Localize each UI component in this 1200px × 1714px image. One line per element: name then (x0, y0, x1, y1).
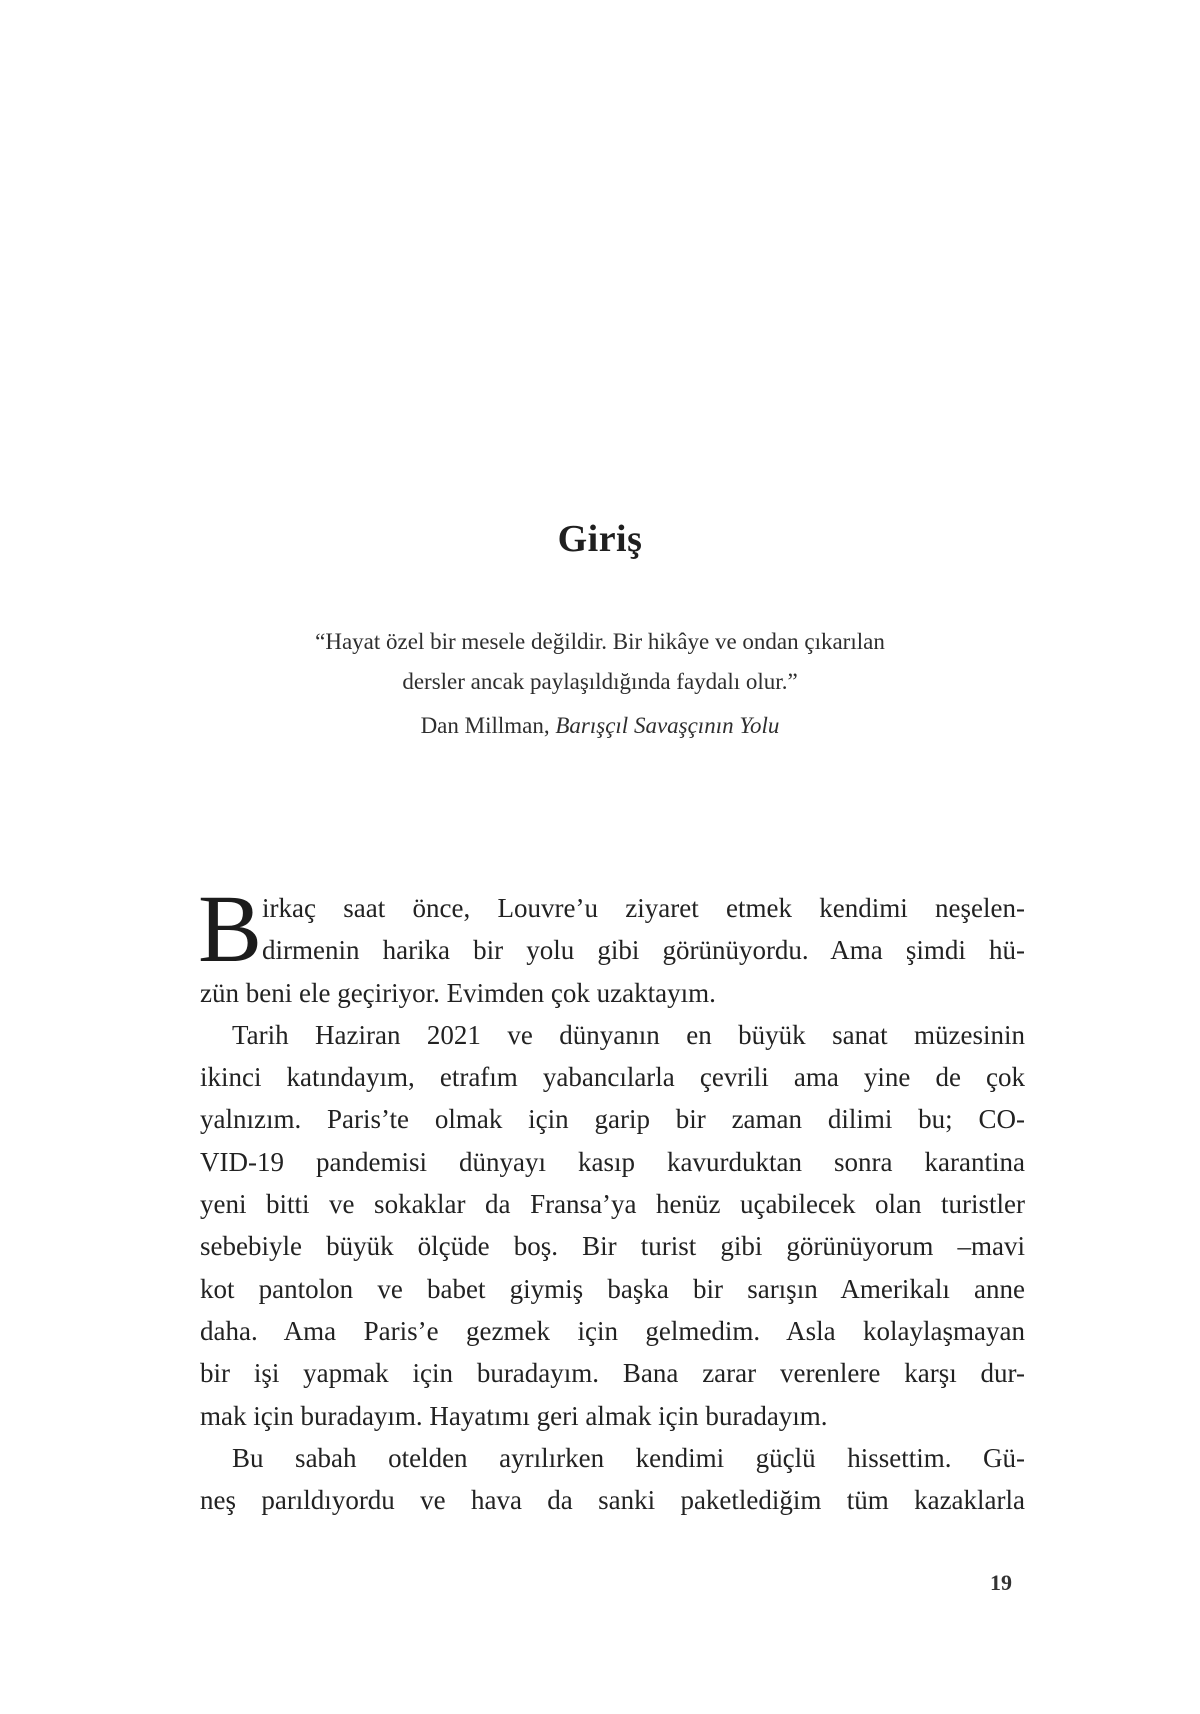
text-line: neş parıldıyordu ve hava da sanki paketlediğim tüm kazaklarla (200, 1485, 1025, 1516)
body-text (198, 875, 1025, 1521)
epigraph-line: “Hayat özel bir mesele değildir. Bir hikâye ve ondan çıkarılan (315, 629, 885, 654)
text-line: zün beni ele geçiriyor. Evimden çok uzaktayım. (200, 977, 716, 1008)
text-line: Bu sabah otelden ayrılırken kendimi güçlü hissettim. Gü- (232, 1442, 1025, 1473)
text-line: VID-19 pandemisi dünyayı kasıp kavurduktan sonra karantina (200, 1146, 1025, 1177)
text-line: yeni bitti ve sokaklar da Fransa’ya henüz uçabilecek olan turistler (200, 1189, 1025, 1220)
text-line: sebebiyle büyük ölçüde boş. Bir turist gibi görünüyorum –mavi (200, 1231, 1025, 1262)
epigraph-attribution (200, 706, 1000, 746)
text-line: dirmenin harika bir yolu gibi görünüyordu. Ama şimdi hü- (262, 935, 1025, 966)
text-line: yalnızım. Paris’te olmak için garip bir zaman dilimi bu; CO- (200, 1104, 1025, 1135)
text-line: irkaç saat önce, Louvre’u ziyaret etmek kendimi neşelen- (262, 893, 1025, 923)
epigraph (200, 622, 1000, 746)
text-line: bir işi yapmak için buradayım. Bana zarar verenlere karşı dur- (200, 1358, 1025, 1389)
text-line: kot pantolon ve babet giymiş başka bir sarışın Amerikalı anne (200, 1273, 1025, 1304)
paragraph (200, 1437, 1025, 1522)
epigraph-work-title: Barışçıl Savaşçının Yolu (555, 713, 780, 738)
drop-cap: B (198, 875, 263, 982)
text-line: daha. Ama Paris’e gezmek için gelmedim. Asla kolaylaşmayan (200, 1315, 1025, 1346)
page-number: 19 (990, 1570, 1012, 1595)
epigraph-author: Dan Millman, (420, 713, 556, 738)
paragraph (198, 875, 1025, 1014)
paragraph (200, 1014, 1025, 1437)
epigraph-line: dersler ancak paylaşıldığında faydalı olur.” (402, 669, 798, 694)
text-line: ikinci katındayım, etrafım yabancılarla çevrili ama yine de çok (200, 1062, 1025, 1093)
text-line: mak için buradayım. Hayatımı geri almak için buradayım. (200, 1400, 828, 1431)
chapter-title: Giriş (557, 518, 643, 561)
text-line: Tarih Haziran 2021 ve dünyanın en büyük sanat müzesinin (232, 1019, 1025, 1050)
